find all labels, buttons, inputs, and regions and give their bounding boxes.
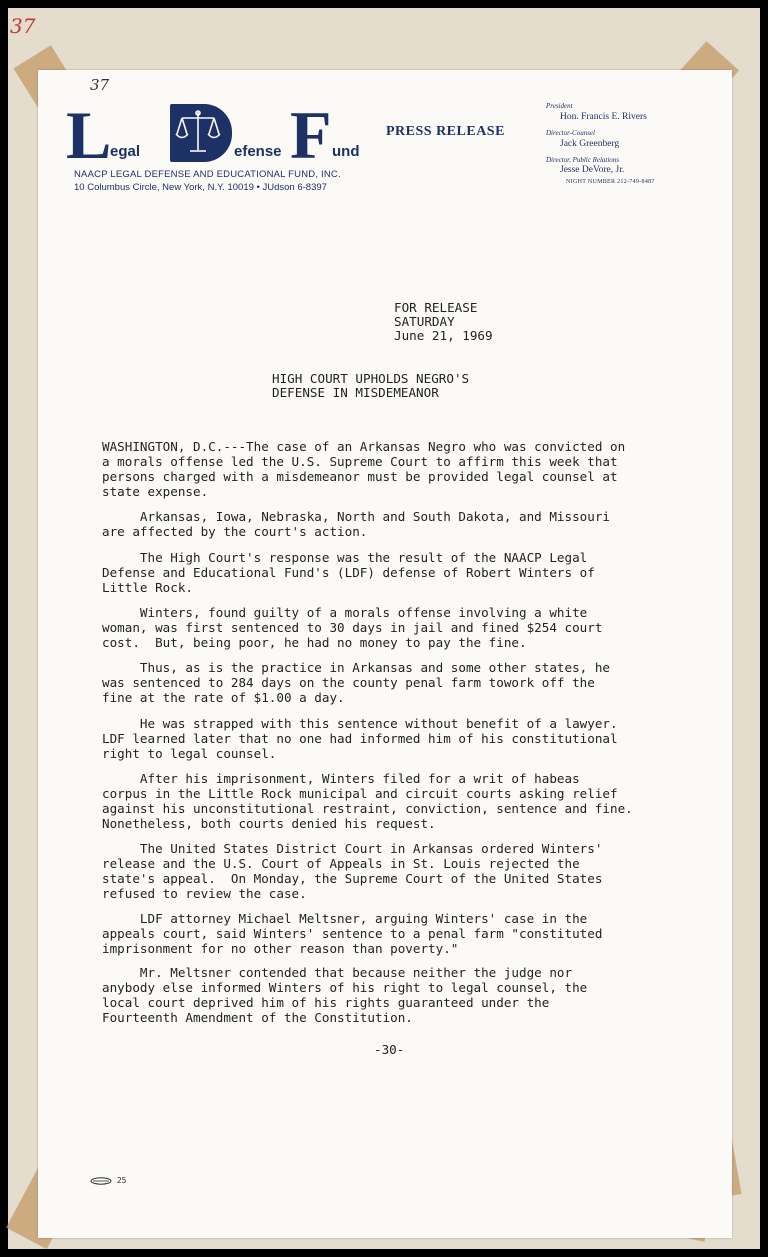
release-day: SATURDAY xyxy=(394,314,455,329)
release-date: June 21, 1969 xyxy=(394,328,493,343)
logo-word-egal: egal xyxy=(110,143,141,160)
p7-line-4: Nonetheless, both courts denied his request. xyxy=(102,816,436,831)
p3-line-1: The High Court's response was the result of the NAACP Legal xyxy=(102,550,588,565)
staff-role-director-counsel: Director-Counsel xyxy=(546,129,595,137)
press-release-title: PRESS RELEASE xyxy=(386,124,505,139)
staff-name-director-counsel: Jack Greenberg xyxy=(560,139,620,149)
organization-address: 10 Columbus Circle, New York, N.Y. 10019 • JUdson 6-8397 xyxy=(74,182,327,193)
union-bug-icon xyxy=(90,1177,112,1185)
p8-line-4: refused to review the case. xyxy=(102,886,307,901)
p7-line-3: against his unconstitutional restraint, conviction, sentence and fine. xyxy=(102,801,633,816)
p9-line-1: LDF attorney Michael Meltsner, arguing Winters' case in the xyxy=(102,911,588,926)
union-bug-mark xyxy=(90,1176,126,1185)
p5-line-1: Thus, as is the practice in Arkansas and some other states, he xyxy=(102,660,610,675)
p5-line-2: was sentenced to 284 days on the county penal farm towork off the xyxy=(102,675,595,690)
p1-line-2: a morals offense led the U.S. Supreme Court to affirm this week that xyxy=(102,454,618,469)
logo-letter-d-block xyxy=(170,104,232,162)
p10-line-1: Mr. Meltsner contended that because neither the judge nor xyxy=(102,965,573,980)
archive-number-annotation: 37 xyxy=(10,14,36,38)
p6-line-1: He was strapped with this sentence without benefit of a lawyer. xyxy=(102,716,618,731)
p2-line-1: Arkansas, Iowa, Nebraska, North and South Dakota, and Missouri xyxy=(102,509,610,524)
p1-line-4: state expense. xyxy=(102,484,209,499)
logo-word-und: und xyxy=(332,143,360,160)
p5-line-3: fine at the rate of $1.00 a day. xyxy=(102,690,345,705)
night-number: NIGHT NUMBER 212-749-8487 xyxy=(566,179,655,185)
staff-name-president: Hon. Francis E. Rivers xyxy=(560,112,647,122)
p9-line-3: imprisonment for no other reason than poverty." xyxy=(102,941,459,956)
p2-line-2: are affected by the court's action. xyxy=(102,524,368,539)
logo-letter-l: L xyxy=(66,97,111,173)
logo-letter-d-text xyxy=(200,104,201,105)
p10-line-4: Fourteenth Amendment of the Constitution. xyxy=(102,1010,413,1025)
p4-line-3: cost. But, being poor, he had no money to pay the fine. xyxy=(102,635,527,650)
p9-line-2: appeals court, said Winters' sentence to a penal farm "constituted xyxy=(102,926,603,941)
p6-line-2: LDF learned later that no one had informed him of his constitutional xyxy=(102,731,618,746)
p7-line-2: corpus in the Little Rock municipal and circuit courts asking relief xyxy=(102,786,618,801)
p10-line-3: local court deprived him of his rights guaranteed under the xyxy=(102,995,550,1010)
union-bug-number: 25 xyxy=(116,1176,127,1185)
p1-line-1: WASHINGTON, D.C.---The case of an Arkansas Negro who was convicted on xyxy=(102,439,626,454)
p4-line-2: woman, was first sentenced to 30 days in jail and fined $254 court xyxy=(102,620,603,635)
release-label: FOR RELEASE xyxy=(394,300,478,315)
p8-line-3: state's appeal. On Monday, the Supreme Court of the United States xyxy=(102,871,603,886)
p7-line-1: After his imprisonment, Winters filed for a writ of habeas xyxy=(102,771,580,786)
p8-line-2: release and the U.S. Court of Appeals in St. Louis rejected the xyxy=(102,856,580,871)
logo-letter-f: F xyxy=(290,97,331,173)
headline-line-1: HIGH COURT UPHOLDS NEGRO'S xyxy=(272,371,470,386)
p3-line-3: Little Rock. xyxy=(102,580,193,595)
staff-role-public-relations: Director, Public Relations xyxy=(546,156,620,164)
p8-line-1: The United States District Court in Arkansas ordered Winters' xyxy=(102,841,603,856)
staff-role-president: President xyxy=(546,102,573,110)
headline-line-2: DEFENSE IN MISDEMEANOR xyxy=(272,385,439,400)
p10-line-2: anybody else informed Winters of his right to legal counsel, the xyxy=(102,980,588,995)
p6-line-3: right to legal counsel. xyxy=(102,746,277,761)
organization-name: NAACP LEGAL DEFENSE AND EDUCATIONAL FUND, INC. xyxy=(74,169,341,180)
scales-of-justice-icon xyxy=(170,104,232,162)
handwritten-page-number: 37 xyxy=(90,76,110,94)
staff-name-public-relations: Jesse DeVore, Jr. xyxy=(560,165,625,175)
p4-line-1: Winters, found guilty of a morals offense involving a white xyxy=(102,605,588,620)
p3-line-2: Defense and Educational Fund's (LDF) defense of Robert Winters of xyxy=(102,565,595,580)
press-release-page xyxy=(38,70,732,1238)
end-marker: -30- xyxy=(374,1042,405,1057)
logo-word-efense: efense xyxy=(234,143,282,160)
p1-line-3: persons charged with a misdemeanor must be provided legal counsel at xyxy=(102,469,618,484)
